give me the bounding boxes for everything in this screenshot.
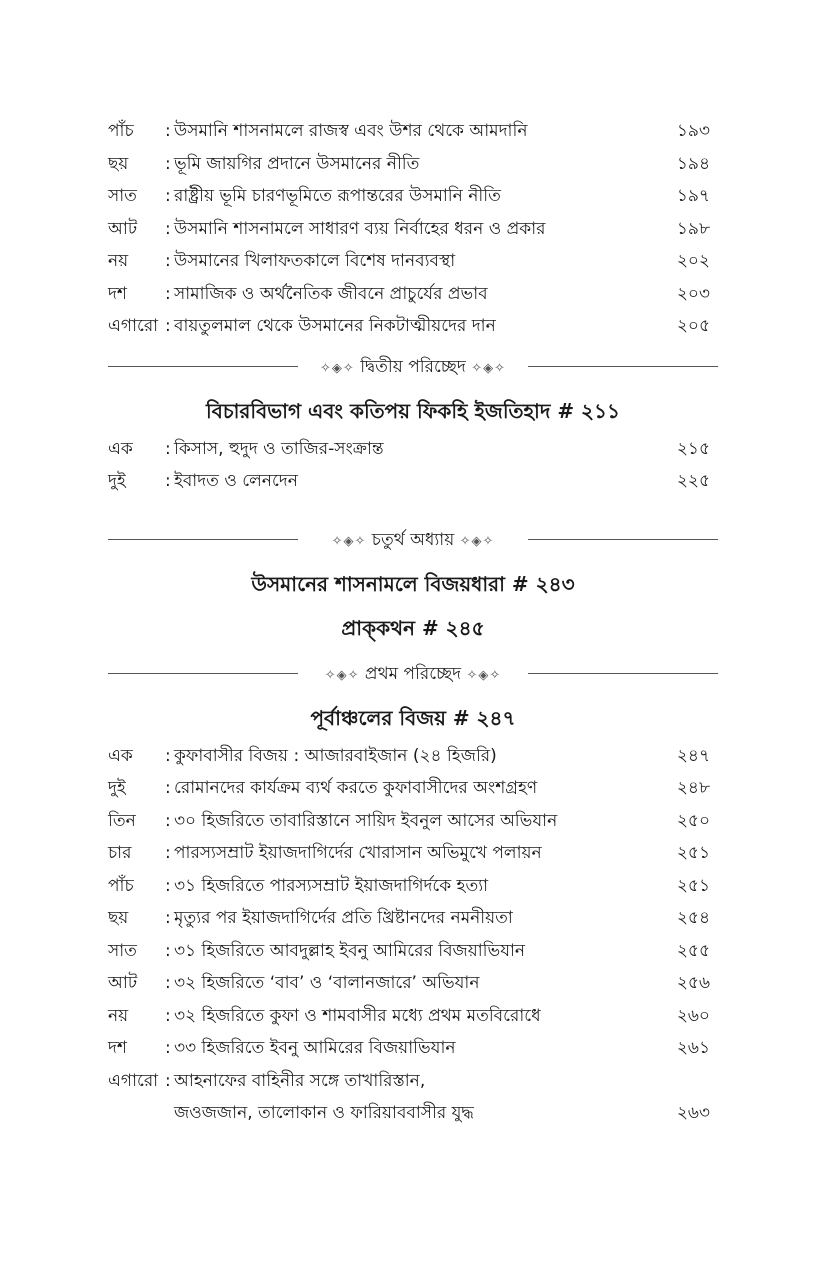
toc-entry-continuation — [108, 1097, 718, 1130]
entry-colon: : — [165, 778, 171, 798]
entry-page-number: ২৫৬ — [676, 973, 710, 993]
entry-title: ৩৩ হিজরিতে ইবনু আমিরের বিজয়াভিযান — [174, 1038, 456, 1058]
entry-colon: : — [165, 745, 171, 766]
entry-number: এক — [108, 438, 133, 459]
entry-colon: : — [165, 218, 171, 239]
entry-number: ছয় — [108, 908, 129, 928]
entry-page-number: ১৯৩ — [676, 121, 710, 141]
section-heading: পূর্বাঞ্চলের বিজয় # ২৪৭ — [310, 705, 516, 730]
entry-page-number: ২৫১ — [676, 843, 710, 863]
entry-number: চার — [108, 843, 132, 863]
entry-page-number: ২০২ — [676, 251, 710, 271]
entry-page-number: ২৪৭ — [676, 745, 710, 766]
toc-section-1 — [108, 115, 718, 343]
entry-number: তিন — [108, 810, 136, 831]
entry-page-number: ২৬৩ — [676, 1103, 710, 1123]
toc-entry — [108, 465, 718, 498]
divider-label: দ্বিতীয় পরিচ্ছেদ — [360, 356, 466, 377]
entry-title: ৩২ হিজরিতে কুফা ও শামবাসীর মধ্যে প্রথম মতবিরোধে — [174, 1005, 541, 1026]
entry-number: এগারো — [108, 1070, 159, 1091]
entry-number: দশ — [108, 283, 127, 304]
entry-colon: : — [165, 438, 171, 459]
toc-section-2 — [108, 433, 718, 498]
chapter-heading: বিচারবিভাগ এবং কতিপয় ফিকহি ইজতিহাদ # ২১১ — [205, 398, 621, 423]
ornament-icon: ✧◈✧ — [459, 533, 495, 549]
entry-title: জওজজান, তালোকান ও ফারিয়াববাসীর যুদ্ধ — [174, 1103, 474, 1123]
toc-entry — [108, 1065, 718, 1098]
entry-colon: : — [165, 471, 171, 491]
entry-number: আট — [108, 218, 138, 239]
ornament-icon: ✧◈✧ — [466, 667, 502, 683]
divider-label: প্রথম পরিচ্ছেদ — [364, 663, 462, 684]
entry-colon: : — [165, 875, 171, 896]
entry-page-number: ২০৩ — [676, 283, 710, 304]
entry-number: সাত — [108, 940, 137, 961]
ornament-icon: ✧◈✧ — [331, 533, 367, 549]
entry-colon: : — [165, 283, 171, 304]
entry-page-number: ২১৫ — [676, 438, 710, 459]
toc-entry — [108, 433, 718, 466]
entry-title: সামাজিক ও অর্থনৈতিক জীবনে প্রাচুর্যের প্রভাব — [174, 283, 488, 304]
entry-page-number: ২৬১ — [676, 1038, 710, 1058]
toc-entry — [108, 805, 718, 838]
toc-entry — [108, 902, 718, 935]
entry-page-number: ২৪৮ — [676, 778, 710, 798]
entry-page-number: ২৫৫ — [676, 940, 710, 961]
entry-title: রোমানদের কার্যক্রম ব্যর্থ করতে কুফাবাসীদের অংশগ্রহণ — [174, 778, 538, 798]
entry-colon: : — [165, 843, 171, 863]
preface-heading: প্রাক্‌কথন # ২৪৫ — [341, 615, 485, 640]
entry-number: এক — [108, 745, 133, 766]
entry-title: উসমানের খিলাফতকালে বিশেষ দানব্যবস্থা — [174, 251, 456, 271]
entry-title: ৩১ হিজরিতে পারস্যসম্রাট ইয়াজদাগির্দকে হত্যা — [174, 875, 489, 896]
entry-title: ইবাদত ও লেনদেন — [174, 471, 298, 491]
section-divider-2 — [108, 522, 718, 558]
ornament-icon: ✧◈✧ — [319, 360, 355, 376]
toc-entry — [108, 180, 718, 213]
entry-title: ৩০ হিজরিতে তাবারিস্তানে সায়িদ ইবনুল আসের অভিযান — [174, 810, 558, 831]
entry-colon: : — [165, 121, 171, 141]
entry-title: আহনাফের বাহিনীর সঙ্গে তাখারিস্তান, — [174, 1070, 426, 1091]
entry-colon: : — [165, 940, 171, 961]
toc-entry — [108, 310, 718, 343]
entry-title: ৩২ হিজরিতে ‘বাব’ ও ‘বালানজারে’ অভিযান — [174, 973, 480, 993]
entry-colon: : — [165, 186, 171, 206]
entry-colon: : — [165, 316, 171, 336]
ornament-icon: ✧◈✧ — [324, 667, 360, 683]
section-divider-1 — [108, 349, 718, 385]
entry-page-number: ২৬০ — [676, 1005, 710, 1026]
entry-number: দশ — [108, 1038, 127, 1058]
entry-number: ছয় — [108, 153, 129, 174]
entry-colon: : — [165, 810, 171, 831]
entry-colon: : — [165, 1005, 171, 1026]
entry-page-number: ২০৫ — [676, 316, 710, 336]
entry-number: দুই — [108, 778, 126, 798]
entry-title: উসমানি শাসনামলে সাধারণ ব্যয় নির্বাহের ধরন ও প্রকার — [174, 218, 546, 239]
entry-page-number: ১৯৭ — [676, 186, 710, 206]
toc-entry — [108, 967, 718, 1000]
entry-title: ভূমি জায়গির প্রদানে উসমানের নীতি — [174, 153, 420, 174]
entry-page-number: ২৫৪ — [676, 908, 710, 928]
entry-number: নয় — [108, 251, 129, 271]
chapter-heading: উসমানের শাসনামলে বিজয়ধারা # ২৪৩ — [251, 571, 575, 596]
entry-number: নয় — [108, 1005, 129, 1026]
entry-page-number: ১৯৮ — [676, 218, 710, 239]
toc-entry — [108, 1000, 718, 1033]
toc-entry — [108, 213, 718, 246]
entry-number: আট — [108, 973, 138, 993]
section-divider-3 — [108, 656, 718, 692]
toc-page — [108, 115, 718, 1130]
toc-entry — [108, 148, 718, 181]
entry-colon: : — [165, 1070, 171, 1091]
toc-entry — [108, 772, 718, 805]
entry-title: রাষ্ট্রীয় ভূমি চারণভূমিতে রূপান্তরের উসমানি নীতি — [174, 186, 501, 206]
toc-entry — [108, 740, 718, 773]
entry-colon: : — [165, 251, 171, 271]
entry-page-number: ২৫০ — [676, 810, 710, 831]
toc-entry — [108, 278, 718, 311]
toc-entry — [108, 837, 718, 870]
toc-entry — [108, 115, 718, 148]
entry-page-number: ২২৫ — [676, 471, 710, 491]
entry-title: কিসাস, হুদুদ ও তাজির-সংক্রান্ত — [174, 438, 384, 459]
entry-number: দুই — [108, 471, 126, 491]
entry-number: এগারো — [108, 316, 159, 336]
entry-colon: : — [165, 153, 171, 174]
entry-page-number: ২৫১ — [676, 875, 710, 896]
entry-title: বায়তুলমাল থেকে উসমানের নিকটাত্মীয়দের দান — [174, 316, 496, 336]
entry-number: পাঁচ — [108, 121, 134, 141]
entry-number: পাঁচ — [108, 875, 134, 896]
entry-title: ৩১ হিজরিতে আবদুল্লাহ ইবনু আমিরের বিজয়াভিযান — [174, 940, 526, 961]
entry-colon: : — [165, 973, 171, 993]
ornament-icon: ✧◈✧ — [471, 360, 507, 376]
toc-entry — [108, 245, 718, 278]
entry-title: কুফাবাসীর বিজয় : আজারবাইজান (২৪ হিজরি) — [174, 745, 497, 766]
entry-title: পারস্যসম্রাট ইয়াজদাগির্দের খোরাসান অভিমুখে পলায়ন — [174, 843, 542, 863]
entry-number: সাত — [108, 186, 137, 206]
toc-section-3 — [108, 740, 718, 1065]
toc-entry — [108, 935, 718, 968]
divider-label: চতুর্থ অধ্যায় — [371, 529, 455, 550]
toc-entry — [108, 1032, 718, 1065]
entry-colon: : — [165, 1038, 171, 1058]
entry-title: মৃত্যুর পর ইয়াজদাগির্দের প্রতি খ্রিষ্টানদের নমনীয়তা — [174, 908, 513, 928]
entry-title: উসমানি শাসনামলে রাজস্ব এবং উশর থেকে আমদানি — [174, 121, 528, 141]
entry-page-number: ১৯৪ — [676, 153, 710, 174]
toc-entry — [108, 870, 718, 903]
entry-colon: : — [165, 908, 171, 928]
